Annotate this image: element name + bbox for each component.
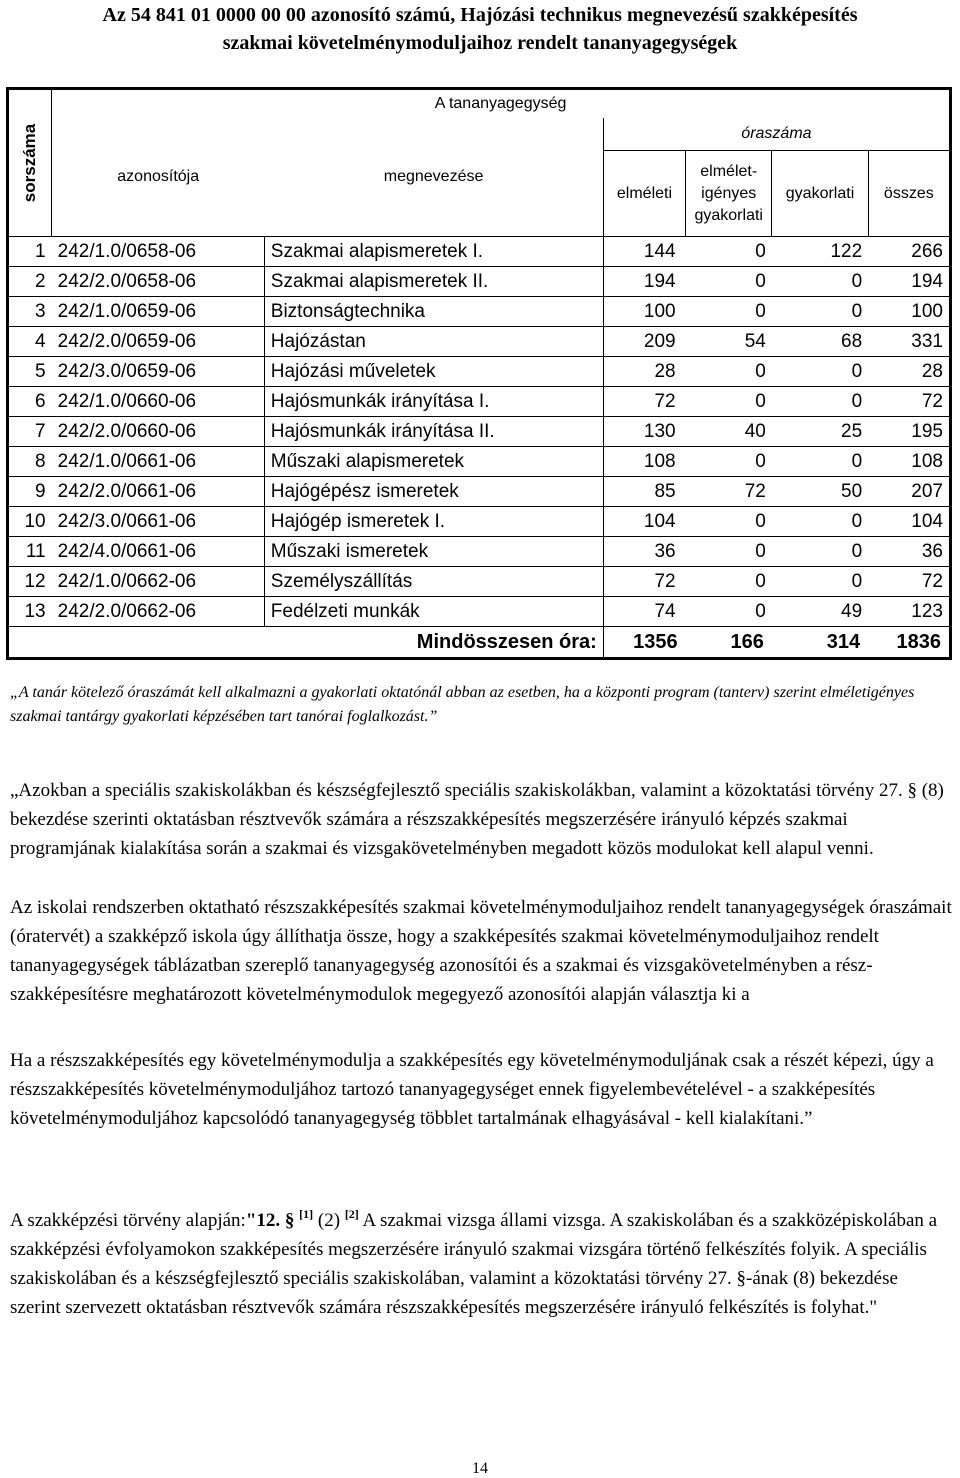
row-id: 242/1.0/0659-06: [52, 297, 265, 327]
row-elmeletigenyes: 0: [686, 237, 772, 267]
header-group: A tananyagegység: [434, 95, 567, 112]
row-elmeleti: 72: [603, 567, 685, 597]
table-row: [8, 507, 951, 537]
row-gyakorlati: 0: [772, 567, 868, 597]
row-osszes: 36: [868, 537, 950, 567]
row-elmeletigenyes: 40: [686, 417, 772, 447]
table-row: [8, 267, 951, 297]
row-gyakorlati: 0: [772, 537, 868, 567]
footnote-ref-2[interactable]: [2]: [344, 1207, 359, 1221]
row-name: Hajógépész ismeretek: [264, 477, 603, 507]
paragraph-3: Ha a részszakképesítés egy követelménymodulja a szakképesítés egy követelménymoduljának csak a részét képezi, úgy a részszakképesítés követelménymoduljához tartozó tananyagegységet ennek figyelembevételével - a szakképesítés követelménymoduljához kapcsolódó tananyagegység többlet tartalmának elhagyásával - kell kialakítani.”: [10, 1050, 934, 1129]
header-megnevezese: megnevezése: [264, 118, 603, 237]
row-number: 9: [8, 477, 52, 507]
row-elmeleti: 108: [603, 447, 685, 477]
row-elmeletigenyes: 72: [686, 477, 772, 507]
header-elmeletigenyes-2: igényes: [701, 184, 757, 202]
row-elmeletigenyes: 0: [686, 357, 772, 387]
table-row: [8, 417, 951, 447]
total-elmeleti: 1356: [633, 630, 678, 653]
row-id: 242/2.0/0659-06: [52, 327, 265, 357]
paragraph-2: Az iskolai rendszerben oktatható részszakképesítés szakmai követelménymoduljaihoz rendelt tananyagegységek óraszámait (óratervét) a szakképző iskola úgy állíthatja össze, hogy a szakképesítés szakmai követelménymoduljaihoz rendelt tananyagegységek táblázatban szereplő tananyagegység azonosítói és a szakmai és vizsgakövetelményben a rész-szakképesítésre meghatározott követelménymodulok megegyező azonosítói alapján választja ki a: [10, 897, 952, 1005]
header-osszes: összes: [868, 151, 950, 237]
row-number: 4: [8, 327, 52, 357]
row-number: 11: [8, 537, 52, 567]
row-number: 3: [8, 297, 52, 327]
row-elmeletigenyes: 0: [686, 507, 772, 537]
table-row: [8, 447, 951, 477]
row-id: 242/1.0/0658-06: [52, 237, 265, 267]
row-osszes: 72: [868, 387, 950, 417]
document-title: [0, 1, 960, 57]
row-elmeletigenyes: 0: [686, 387, 772, 417]
row-number: 10: [8, 507, 52, 537]
total-row: [8, 627, 951, 659]
row-gyakorlati: 49: [772, 597, 868, 627]
row-name: Műszaki ismeretek: [264, 537, 603, 567]
paragraph-1: „Azokban a speciális szakiskolákban és készségfejlesztő speciális szakiskolákban, valamint a közoktatási törvény 27. § (8) bekezdése szerinti oktatásban résztvevők számára a részszakképesítés megszerzésére irányuló képzés szakmai programjának kialakítása során a szakmai és vizsgakövetelményben megadott közös modulokat kell alapul venni.: [10, 780, 944, 859]
header-gyakorlati: gyakorlati: [772, 151, 868, 237]
row-osszes: 207: [868, 477, 950, 507]
row-elmeletigenyes: 0: [686, 267, 772, 297]
table-row: [8, 357, 951, 387]
header-elmeletigenyes-3: gyakorlati: [694, 206, 763, 224]
row-name: Hajógép ismeretek I.: [264, 507, 603, 537]
table-row: [8, 387, 951, 417]
row-elmeleti: 28: [603, 357, 685, 387]
row-elmeletigenyes: 0: [686, 297, 772, 327]
row-id: 242/2.0/0662-06: [52, 597, 265, 627]
row-gyakorlati: 25: [772, 417, 868, 447]
row-elmeleti: 144: [603, 237, 685, 267]
italic-note: „A tanár kötelező óraszámát kell alkalmazni a gyakorlati oktatónál abban az esetben, ha a központi program (tanterv) szerint elméletigényes szakmai tantárgy gyakorlati képzésében tart tanórai foglalkozást.”: [10, 684, 915, 725]
total-gyakorlati: 314: [826, 630, 861, 653]
row-gyakorlati: 0: [772, 507, 868, 537]
table-row: [8, 477, 951, 507]
row-osszes: 331: [868, 327, 950, 357]
row-elmeleti: 104: [603, 507, 685, 537]
header-sorszam: [8, 89, 52, 237]
header-elmeletigenyes-1: elmélet-: [700, 162, 758, 180]
table-row: [8, 237, 951, 267]
row-id: 242/1.0/0660-06: [52, 387, 265, 417]
row-name: Biztonságtechnika: [264, 297, 603, 327]
row-name: Szakmai alapismeretek II.: [264, 267, 603, 297]
header-sorszam-text: sorszáma: [20, 123, 40, 203]
row-elmeletigenyes: 0: [686, 597, 772, 627]
row-id: 242/3.0/0661-06: [52, 507, 265, 537]
row-id: 242/3.0/0659-06: [52, 357, 265, 387]
row-number: 8: [8, 447, 52, 477]
row-id: 242/2.0/0658-06: [52, 267, 265, 297]
row-elmeletigenyes: 0: [686, 567, 772, 597]
header-elmeleti: elméleti: [603, 151, 685, 237]
row-gyakorlati: 122: [772, 237, 868, 267]
row-number: 7: [8, 417, 52, 447]
header-oraszama: óraszáma: [603, 118, 950, 151]
total-elmeletigenyes: 166: [730, 630, 764, 653]
row-elmeleti: 36: [603, 537, 685, 567]
para4-body: A szakmai vizsga állami vizsga. A szakiskolában és a szakközépiskolában a szakképzési évfolyamokon szakképesítés megszerzésére irányuló szakmai vizsgára történő felkészítés folyik. A speciális szakiskolában és a készségfejlesztő speciális szakiskolában, valamint a közoktatási törvény 27. §-ának (8) bekezdése szerint szervezett oktatásban résztvevők számára részszakképesítés megszerzésére irányuló felkészítés is folyhat.": [10, 1210, 938, 1318]
total-osszes: 1836: [896, 630, 941, 653]
row-number: 2: [8, 267, 52, 297]
table-row: [8, 537, 951, 567]
para4-intro: A szakképzési törvény alapján:: [10, 1210, 246, 1231]
row-name: Szakmai alapismeretek I.: [264, 237, 603, 267]
row-name: Műszaki alapismeretek: [264, 447, 603, 477]
total-label: Mindösszesen óra:: [8, 627, 604, 659]
row-name: Hajósmunkák irányítása I.: [264, 387, 603, 417]
row-number: 1: [8, 237, 52, 267]
row-name: Hajózási műveletek: [264, 357, 603, 387]
row-id: 242/4.0/0661-06: [52, 537, 265, 567]
row-osszes: 100: [868, 297, 950, 327]
row-elmeleti: 100: [603, 297, 685, 327]
header-elmeletigenyes: [686, 151, 772, 237]
table-row: [8, 567, 951, 597]
row-gyakorlati: 50: [772, 477, 868, 507]
row-id: 242/1.0/0662-06: [52, 567, 265, 597]
row-id: 242/1.0/0661-06: [52, 447, 265, 477]
row-elmeleti: 85: [603, 477, 685, 507]
row-osszes: 123: [868, 597, 950, 627]
paragraph-4: [10, 1200, 952, 1322]
row-gyakorlati: 68: [772, 327, 868, 357]
table-row: [8, 597, 951, 627]
row-gyakorlati: 0: [772, 267, 868, 297]
row-osszes: 194: [868, 267, 950, 297]
table-row: [8, 297, 951, 327]
row-elmeletigenyes: 0: [686, 447, 772, 477]
header-azonositoja: azonosítója: [52, 118, 265, 237]
row-osszes: 104: [868, 507, 950, 537]
row-elmeleti: 130: [603, 417, 685, 447]
title-line-2: szakmai követelménymoduljaihoz rendelt tananyagegységek: [222, 32, 738, 54]
row-osszes: 108: [868, 447, 950, 477]
row-elmeleti: 72: [603, 387, 685, 417]
row-id: 242/2.0/0661-06: [52, 477, 265, 507]
row-number: 12: [8, 567, 52, 597]
table-row: [8, 327, 951, 357]
row-name: Fedélzeti munkák: [264, 597, 603, 627]
row-osszes: 72: [868, 567, 950, 597]
row-elmeleti: 194: [603, 267, 685, 297]
page-number: 14: [472, 1460, 488, 1477]
row-gyakorlati: 0: [772, 357, 868, 387]
para4-section: "12. §: [245, 1210, 295, 1231]
row-osszes: 195: [868, 417, 950, 447]
row-elmeleti: 74: [603, 597, 685, 627]
row-gyakorlati: 0: [772, 387, 868, 417]
row-gyakorlati: 0: [772, 447, 868, 477]
title-line-1: Az 54 841 01 0000 00 00 azonosító számú, Hajózási technikus megnevezésű szakképesítés: [102, 4, 858, 26]
row-name: Személyszállítás: [264, 567, 603, 597]
footnote-ref-1[interactable]: [1]: [299, 1207, 314, 1221]
row-name: Hajósmunkák irányítása II.: [264, 417, 603, 447]
row-elmeletigenyes: 0: [686, 537, 772, 567]
row-id: 242/2.0/0660-06: [52, 417, 265, 447]
row-gyakorlati: 0: [772, 297, 868, 327]
row-elmeletigenyes: 54: [686, 327, 772, 357]
row-number: 5: [8, 357, 52, 387]
row-elmeleti: 209: [603, 327, 685, 357]
row-number: 6: [8, 387, 52, 417]
row-osszes: 28: [868, 357, 950, 387]
row-name: Hajózástan: [264, 327, 603, 357]
para4-sub: (2): [317, 1210, 341, 1231]
row-number: 13: [8, 597, 52, 627]
hours-table: [6, 87, 952, 660]
row-osszes: 266: [868, 237, 950, 267]
